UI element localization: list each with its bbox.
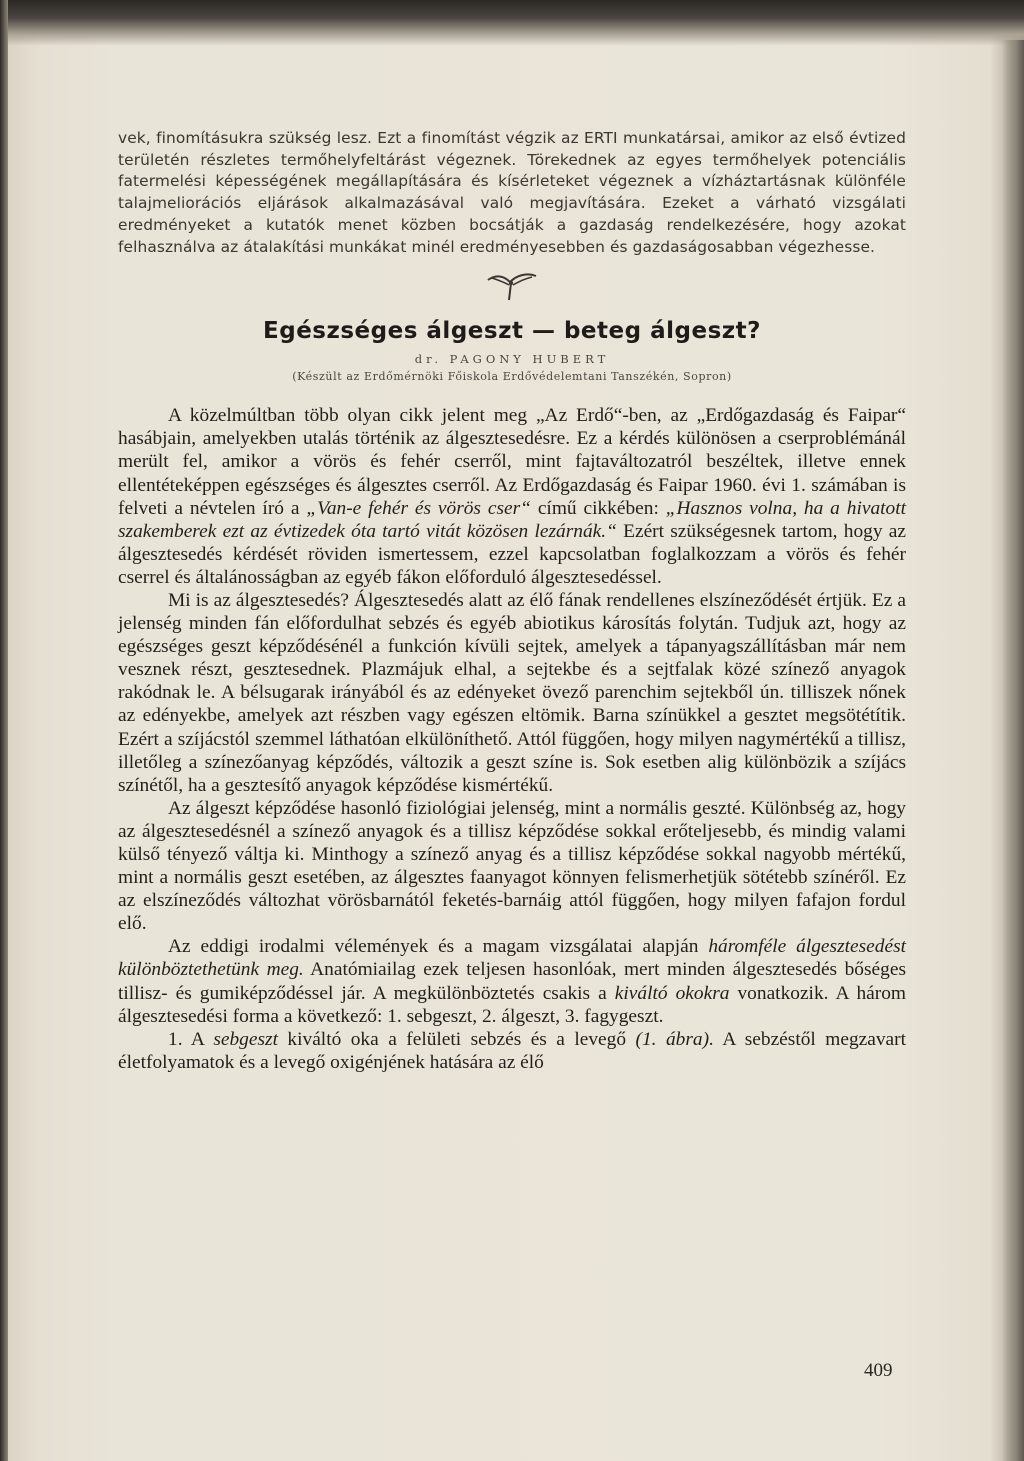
body-paragraph	[118, 404, 906, 589]
intro-paragraph: vek, finomításukra szükség lesz. Ezt a finomítást végzik az ERTI munkatársai, amikor az első évtized területén részletes termőhelyfeltárást végeznek. Törekednek az egyes termőhelyek potenciális fatermelési képességének megállapítására és kísérleteket végeznek a vízháztartásnak különféle talajmeliorációs eljárások alkalmazásával való megjavítására. Ezeket a várható vizsgálati eredményeket a kutatók menet közben bocsátják a gazdaság rendelkezésére, hogy azokat felhasználva az átalakítási munkákat minél eredményesebben és gazdaságosabban végezhesse.	[118, 129, 906, 256]
scan-left-edge	[0, 0, 8, 1461]
text-run: Anatómiailag ezek teljesen hasonlóak, mert minden álgesztesedés bőséges tillisz- és gumiképződéssel jár. A megkülönböztetés csakis a	[118, 959, 906, 1004]
intro-section	[118, 128, 906, 258]
body-paragraph	[118, 589, 906, 797]
article-title: Egészséges álgeszt — beteg álgeszt?	[263, 318, 761, 345]
italic-text: sebgeszt	[213, 1028, 278, 1050]
text-run: Az álgeszt képződése hasonló fiziológiai jelenség, mint a normális geszté. Különbség az, hogy az álgesztesedésnél a színező anyagok és a tillisz képződése sokkal erőteljesebb, és mindig valami külső tényező váltja ki. Minthogy a színező anyag és a tillisz képződése sokkal nagyobb mértékű, mint a normális geszt esetében, az álgesztes faanyagot könnyen felismerhetjük sötétebb színéről. Ez az elszíneződés változhat vörösbarnától feketés-barnáig attól függően, hogy milyen fafajon fordul elő.	[118, 797, 906, 935]
text-run: vonatkozik. A három álgesztesedési forma a következő: 1. sebgeszt, 2. álgeszt, 3. fagygeszt.	[118, 982, 906, 1027]
italic-text: háromféle álgesztesedést különböztethetünk meg.	[118, 936, 907, 981]
text-run: Mi is az álgesztesedés? Álgesztesedés alatt az élő fának rendellenes elszíneződését értjük. Ez a jelenség minden fán előfordulhat sebzés és egyéb abiotikus károsítás folytán. Tudjuk azt, hogy az egészséges geszt képződésénél a funkción kívüli sejtek, amelyek a tápanyagszállításban már nem vesznek részt, gesztesednek. Plazmájuk elhal, a sejtekbe és a sejtfalak közé színező anyagok rakódnak le. A bélsugarak irányából és az edényeket övező parenchim sejtekből ún. tilliszek nőnek az edényekbe, amelyek azt részben vagy egészen eltömik. Barna színükkel a gesztet megsötétítik. Ezért a szíjácstól szemmel láthatóan elkülöníthető. Attól függően, hogy milyen nagymértékű a tillisz, illetőleg a színezőanyag képződés, változik a geszt színe is. Sok esetben alig különbözik a szíjács színétől, ha a gesztesítő anyagok képződése kismértékű.	[118, 589, 906, 796]
text-run: 1. A	[168, 1028, 214, 1050]
italic-text: kiváltó okokra	[614, 982, 730, 1004]
italic-text: „Hasznos volna, ha a hivatott szakemberek ezt az évtizedek óta tartó vitát közösen lezárnák.“	[118, 497, 906, 542]
text-run: A közelmúltban több olyan cikk jelent meg „Az Erdő“-ben, az „Erdőgazdaság és Faipar“ hasábjain, amelyekben utalás történik az álgesztesedésre. Ez a kérdés különösen a cserproblémánál merült fel, amikor a vörös és fehér cserről, mint fajtaváltozatról beszéltek, illetve ennek ellentéteképpen egészséges és álgesztes cserről. Az Erdőgazdaság és Faipar 1960. évi 1. számában is felveti a névtelen író a	[118, 405, 906, 519]
text-run: Ezért szükségesnek tartom, hogy az álgesztesedés kérdését röviden ismertessem, ezzel kapcsolatban foglalkozzam a vörös és fehér cserrel és általánosságban az egyéb fákon előforduló álgesztesedéssel.	[118, 520, 906, 588]
text-run: Az eddigi irodalmi vélemények és a magam vizsgálatai alapján	[168, 936, 709, 958]
text-run: kiváltó oka a felületi sebzés és a levegő	[277, 1028, 636, 1050]
page-content	[118, 128, 906, 1074]
scan-right-edge	[1002, 40, 1024, 1461]
text-run: című cikkében:	[530, 497, 666, 519]
body-paragraph	[118, 935, 906, 1027]
ornament-icon	[482, 268, 542, 304]
article-affiliation: (Készült az Erdőmérnöki Főiskola Erdővédelemtani Tanszékén, Sopron)	[292, 370, 732, 384]
body-paragraph	[118, 1028, 906, 1074]
italic-text: „Van-e fehér és vörös cser“	[306, 497, 531, 519]
article-author: dr. PAGONY HUBERT	[414, 352, 610, 367]
text-run: A sebzéstől megzavart életfolyamatok és a levegő oxigénjének hatására az élő	[118, 1028, 906, 1073]
body-paragraph	[118, 797, 906, 936]
page-number: 409	[864, 1360, 893, 1381]
italic-text: (1. ábra).	[635, 1028, 714, 1050]
scan-top-shadow	[0, 0, 1024, 46]
article-body	[118, 404, 906, 1074]
